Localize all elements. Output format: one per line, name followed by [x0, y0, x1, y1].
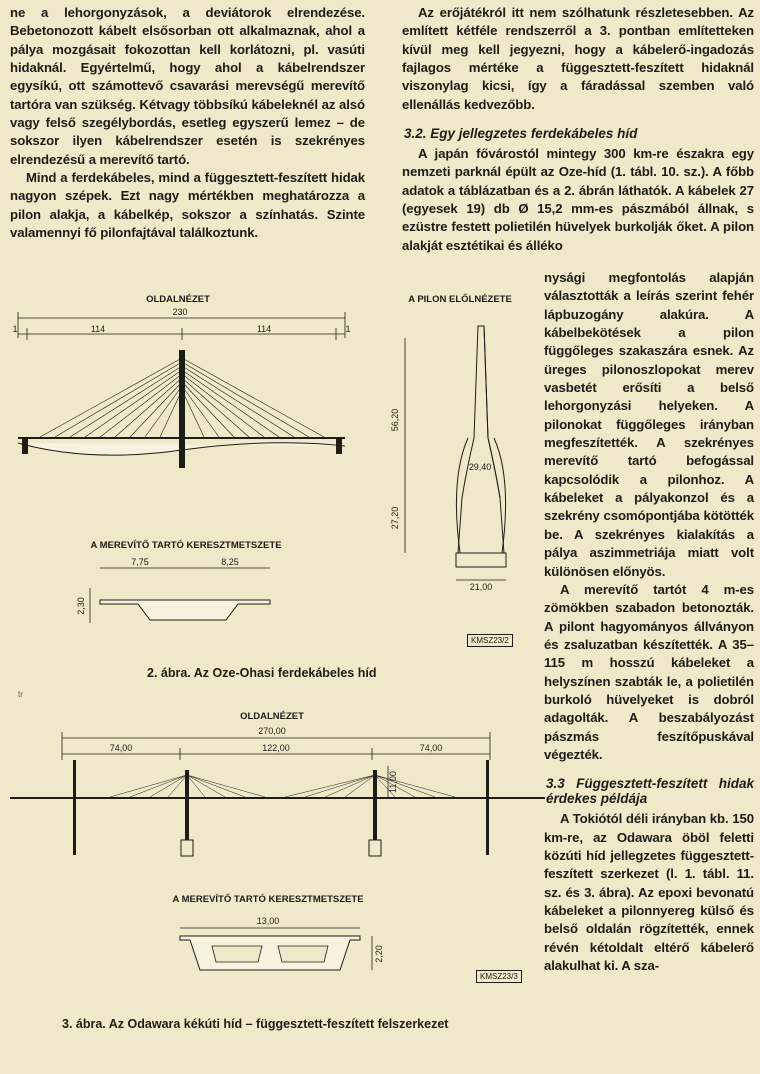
- fig2-front-title: A PILON ELŐLNÉZETE: [408, 294, 512, 305]
- figure-3-drawing: [0, 700, 545, 1045]
- left-text-column: [10, 4, 365, 242]
- fig3-section-title: A MEREVÍTŐ TARTÓ KERESZTMETSZETE: [172, 894, 364, 905]
- fig2-pylon-front: [456, 326, 506, 567]
- wrapped-text-column: [544, 269, 754, 975]
- fig2-dim-pylon-lower: 27,20: [390, 506, 400, 530]
- fig2-dim-end-right: 1: [345, 324, 351, 334]
- fig2-caption: 2. ábra. Az Oze-Ohasi ferdekábeles híd: [147, 666, 377, 680]
- section-heading-3-3: 3.3 Függesztett-feszített hidak érdekes példája: [546, 776, 754, 807]
- left-paragraph-2: Mind a ferdekábeles, mind a függesztett-feszített hidak nagyon szépek. Ezt nagy mértékben meghatározza a pilon alakja, a kábelkép, sokszor a színhatás. Szinte valamennyi fő pilonfajtával találkoztunk.: [10, 170, 365, 241]
- fig2-section-title: A MEREVÍTŐ TARTÓ KERESZTMETSZETE: [90, 540, 282, 551]
- fig3-cables: [110, 775, 455, 797]
- right-paragraph-4: A Tokiótól déli irányban kb. 150 km-re, az Odawara öböl feletti közúti híd jellegzetes függesztett-feszített szerkezet (l. 1. tábl. 11. sz. és 3. ábra). Az epoxi bevonatú kábeleket a pilonnyereg külső és belső oldalán rögzítették, ennek révén kétoldalt eltérő kábelerő alakulhat ki. A sza-: [544, 811, 754, 974]
- right-paragraph-1: Az erőjátékról itt nem szólhatunk részletesebben. Az említett kétféle rendszerről a 3. pontban említetteken kívül meg kell jegyezni, hogy a kábelerő-ingadozás fajlagos mértéke a függesztett-feszített hidaknál viszonylag kicsi, így a fáradással szemben való ellenállás kedvezőbb.: [402, 5, 754, 112]
- fig2-dim-pylon-upper: 56,20: [390, 408, 400, 432]
- fig3-dim-right: 74,00: [419, 743, 443, 753]
- right-text-column: [402, 4, 754, 255]
- fig2-dim-base: 21,00: [469, 582, 493, 592]
- fig2-side-title: OLDALNÉZET: [146, 294, 210, 305]
- fig3-side-title: OLDALNÉZET: [240, 711, 304, 722]
- fig2-dim-pylon-width: 29,40: [468, 462, 492, 472]
- fig3-dim-left: 74,00: [109, 743, 133, 753]
- fig3-dim-sec-width: 13,00: [256, 916, 280, 926]
- fig3-box-girder: [180, 936, 360, 970]
- fig2-dim-left: 114: [90, 324, 106, 334]
- fig2-dim-end-left: 1: [12, 324, 18, 334]
- fig3-dim-tower: 11,00: [388, 771, 398, 793]
- fig2-stamp: KMSZ23/2: [467, 634, 513, 647]
- fig2-dim-sec-height: 2,30: [76, 597, 86, 615]
- fig3-caption: 3. ábra. Az Odawara kékúti híd – függesztett-feszített felszerkezet: [62, 1017, 449, 1031]
- right-paragraph-2: A japán fővárostól mintegy 300 km-re északra egy nemzeti parknál épült az Oze-híd (1. tábl. 10. sz.). A főbb adatok a táblázatban és a 2. ábrán láthatók. A kábelek 27 (egyesek 19) db Ø 15,2 mm-es pászmából állnak, s ezüstre festett polietilén hüvelyek burkolják őket. A pilon alakját esztétikai és álléko: [402, 146, 754, 253]
- fig3-dim-sec-height: 2,20: [374, 945, 384, 963]
- fig2-dim-sec-right: 8,25: [221, 557, 239, 567]
- figure-2-drawing: [0, 288, 545, 688]
- right-paragraph-2-continued: nysági megfontolás alapján választották a leírás szerint fehér lápbuzogány alakúra. A kábelbekötések a pilon függőleges szakaszára esnek. Az üreges pilonoszlopokat merev vasbetét erősíti a belső lehorgonyzási helyeken. A pilonokat függőleges irányban megfeszítették. A szekrényes merevítő tartó befogással kapcsolódik a pilonhoz. A kábeleket a pályakonzol és a szekrény csomópontjába kötötték be. A szekrényes kialakítás a pálya aszimmetriája miatt volt különösen előnyös.: [544, 270, 754, 579]
- fig3-dim-mid: 122,00: [262, 743, 290, 753]
- margin-mark: tr: [18, 690, 23, 699]
- fig2-dim-total: 230: [172, 307, 188, 317]
- fig3-stamp: KMSZ23/3: [476, 970, 522, 983]
- fig2-dim-sec-left: 7,75: [131, 557, 149, 567]
- right-paragraph-3: A merevítő tartót 4 m-es zömökben szabadon betonozták. A pilont hagyományos állványon és zsaluzatban készítették. A 35–115 m hosszú kábeleket a helyszínen szabták le, a polietilén burkoló hüvelyeket is dobról adagolták. A beszabályozást pászmás feszítőpuskával végezték.: [544, 581, 754, 762]
- fig3-dim-total: 270,00: [258, 726, 286, 736]
- section-heading-3-2: 3.2. Egy jellegzetes ferdekábeles híd: [404, 126, 638, 142]
- fig2-dim-right: 114: [256, 324, 272, 334]
- left-paragraph-1: ne a lehorgonyzások, a deviátorok elrendezése. Bebetonozott kábelt elsősorban ott alkalmaznak, ahol a pálya mozgásait fokozottan kell korlátozni, pl. vasúti hidaknál. Egyértelmű, hogy ahol a kábelrendszer egysíkú, ott számottevő csavarási merevségű merevítő tartóra van szükség. Kétvagy többsíkú kábeleknél az alsó vagy felső szegélybordás, esetleg egyszerű lemez – de sokszor ilyen kábelrendszer esetén is szekrényes elrendezésű a merevítő tartó.: [10, 5, 365, 167]
- fig2-box-girder: [100, 600, 270, 620]
